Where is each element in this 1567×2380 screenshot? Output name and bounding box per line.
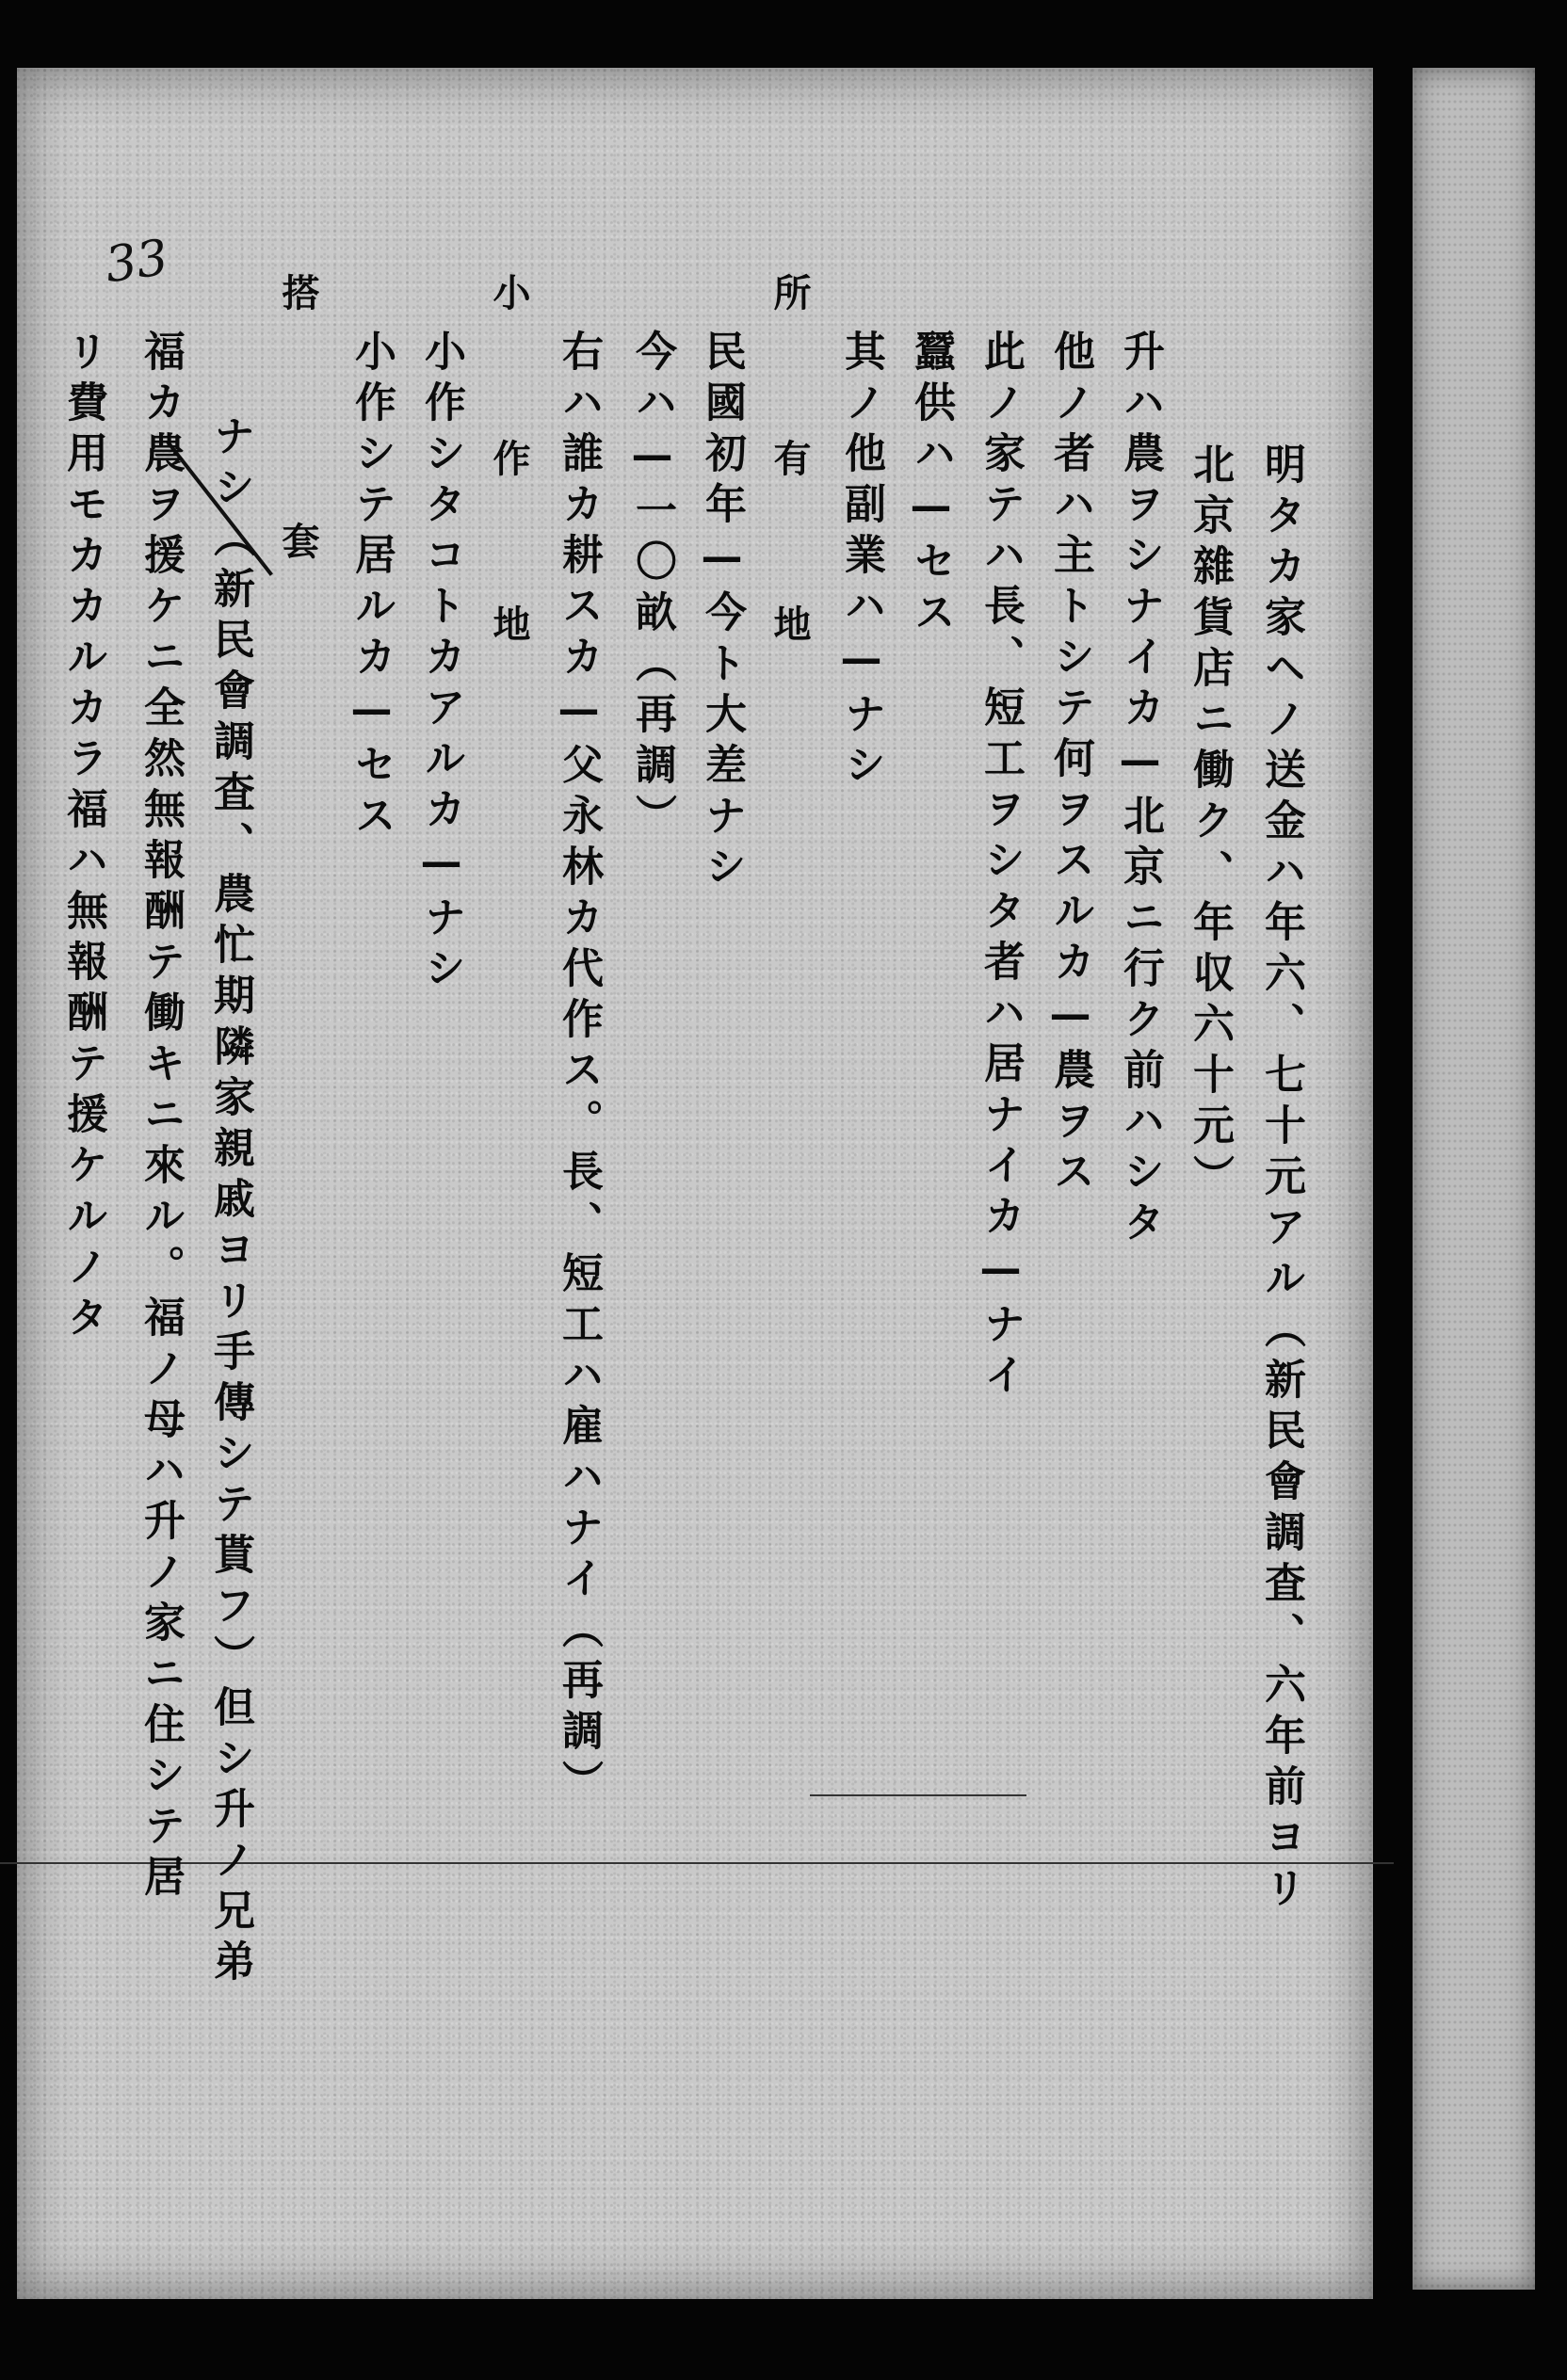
text-column-3: 升ハ農ヲシナイカ—北京ニ行ク前ハシタ <box>1116 330 1164 1251</box>
text-column-1: 明タカ家ヘノ送金ハ年六、七十元アル（新民會調査、六年前ヨリ <box>1257 442 1305 1917</box>
text-column-16: ナシ（新民會調査、農忙期隣家親戚ヨリ手傳シテ貰フ）但シ升ノ兄弟 <box>206 414 254 1990</box>
section-heading-dadao: 搭 套 <box>276 273 319 604</box>
section-heading-owned-land: 所 有 地 <box>767 273 811 687</box>
text-column-5: 此ノ家テハ長、短工ヲシタ者ハ居ナイカ—ナイ <box>977 330 1025 1404</box>
text-column-10: 今ハ—一〇畝（再調） <box>628 330 676 844</box>
text-column-6: 蠶供ハ—セス <box>907 330 955 641</box>
text-column-4: 他ノ者ハ主トシテ何ヲスルカ—農ヲス <box>1046 330 1094 1200</box>
page-number: 33 <box>102 229 172 295</box>
adjacent-page-edge <box>1413 68 1535 2290</box>
text-column-9: 民國初年—今ト大差ナシ <box>698 330 746 895</box>
text-column-2: 北京雜貨店ニ働ク、年収六十元） <box>1186 442 1234 1205</box>
text-column-14: 小作シテ居ルカ—セス <box>347 330 396 844</box>
section-heading-tenant-land: 小 作 地 <box>487 273 530 687</box>
text-column-18: リ費用モカカルカラ福ハ無報酬テ援ケルノタ <box>59 330 107 1346</box>
text-column-13: 小作シタコトカアルカ—ナシ <box>417 330 465 997</box>
text-column-7: 其ノ他副業ハ—ナシ <box>837 330 885 794</box>
text-column-17: 福カ農ヲ援ケニ全然無報酬テ働キニ來ル。福ノ母ハ升ノ家ニ住シテ居 <box>137 330 185 1906</box>
short-rule <box>810 1794 1026 1796</box>
text-column-11: 右ハ誰カ耕スカ—父永林カ代作ス。長、短工ハ雇ハナイ（再調） <box>555 330 603 1810</box>
